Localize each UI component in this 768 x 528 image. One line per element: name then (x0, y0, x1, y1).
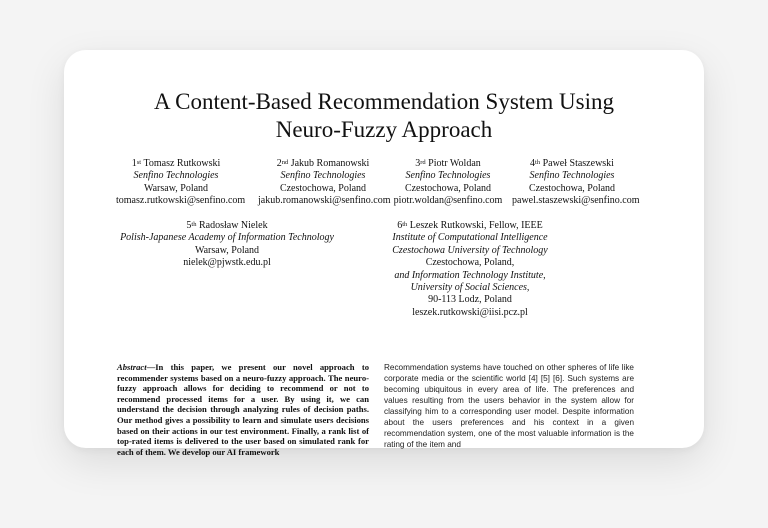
author-3-affiliation: Senfino Technologies (405, 170, 491, 182)
author-1-city: Warsaw, Poland (143, 182, 209, 194)
author-2-affiliation: Senfino Technologies (280, 170, 366, 182)
author-5-num: 5 (186, 220, 192, 231)
introduction-text: Recommendation systems have touched on other spheres of life like corporate media or the scientific world [4] [5] [6]. Such systems are becoming ubiquitous in every area of life. The preferences and values resulting from the users behavior in the system allow for classifying him to a corresponding user model. Despite information about the users preferences and his context in a given recommendation system, one of the most valuable information is the rating of the item and (384, 363, 634, 449)
author-4-affiliation: Senfino Technologies (529, 170, 615, 182)
author-3-city: Czestochowa, Poland (404, 182, 492, 194)
author-6-email[interactable]: leszek.rutkowski@iisi.pcz.pl (412, 306, 528, 318)
author-2-num: 2 (276, 158, 282, 169)
author-6-affiliation-2: Czestochowa University of Technology (392, 244, 548, 256)
author-5 (114, 220, 340, 270)
author-4-name: Paweł Staszewski (542, 158, 614, 169)
author-6-affiliation: Institute of Computational Intelligence (392, 232, 548, 244)
author-5-name: Radosław Nielek (198, 220, 268, 231)
paper-page (64, 50, 704, 457)
paper-title (64, 88, 704, 144)
author-6-name: Leszek Rutkowski, Fellow, IEEE (409, 220, 543, 231)
author-6-city: Czestochowa, Poland, (425, 257, 515, 269)
abstract-text: —In this paper, we present our novel approach to recommender systems based on a neuro-fuzzy approach. The neuro-fuzzy approach allows for deciding to recommend or not to recommend processed items for a user. By using it, we can understand the decision through analyzing rules of decision paths. Our method gives a possibility to learn and simulate users decisions based on their actions in our test environment. Finally, a rank list of top-rated items is delivered to the user based on simulated rank for each of them. We develop our AI framework (117, 362, 369, 457)
author-5-affiliation: Polish-Japanese Academy of Information Technology (120, 232, 334, 244)
author-1-sup: st (136, 159, 142, 166)
abstract (117, 362, 369, 457)
author-5-city: Warsaw, Poland (194, 244, 260, 256)
author-1-affiliation: Senfino Technologies (133, 170, 219, 182)
abstract-lead: Abstract (117, 362, 147, 372)
author-3 (388, 158, 508, 208)
author-2-sup: nd (281, 159, 289, 166)
author-2-city: Czestochowa, Poland (279, 182, 367, 194)
author-3-email[interactable]: piotr.woldan@senfino.com (393, 195, 503, 207)
author-6-affiliation-3: and Information Technology Institute, (394, 269, 546, 281)
author-4-city: Czestochowa, Poland (528, 182, 616, 194)
author-4-email[interactable]: pawel.staszewski@senfino.com (512, 195, 640, 207)
author-3-sup: rd (420, 159, 426, 166)
author-3-num: 3 (415, 158, 421, 169)
author-6 (380, 220, 560, 319)
author-3-name: Piotr Woldan (428, 158, 481, 169)
author-2 (258, 158, 391, 208)
author-5-email[interactable]: nielek@pjwstk.edu.pl (183, 257, 271, 269)
author-5-sup: th (191, 221, 197, 228)
author-6-city-2: 90-113 Lodz, Poland (428, 294, 512, 306)
author-4-sup: th (535, 159, 541, 166)
title-line-1: A Content-Based Recommendation System Using (154, 89, 614, 114)
author-4 (512, 158, 640, 208)
author-1-num: 1 (131, 158, 137, 169)
author-1 (116, 158, 246, 208)
author-6-affiliation-4: University of Social Sciences, (410, 282, 530, 294)
author-1-email[interactable]: tomasz.rutkowski@senfino.com (116, 195, 246, 207)
author-1-name: Tomasz Rutkowski (143, 158, 221, 169)
author-2-name: Jakub Romanowski (290, 158, 370, 169)
author-6-sup: th (402, 221, 408, 228)
author-2-email[interactable]: jakub.romanowski@senfino.com (258, 195, 391, 207)
title-line-2: Neuro-Fuzzy Approach (275, 117, 493, 142)
author-6-num: 6 (397, 220, 403, 231)
author-4-num: 4 (530, 158, 536, 169)
